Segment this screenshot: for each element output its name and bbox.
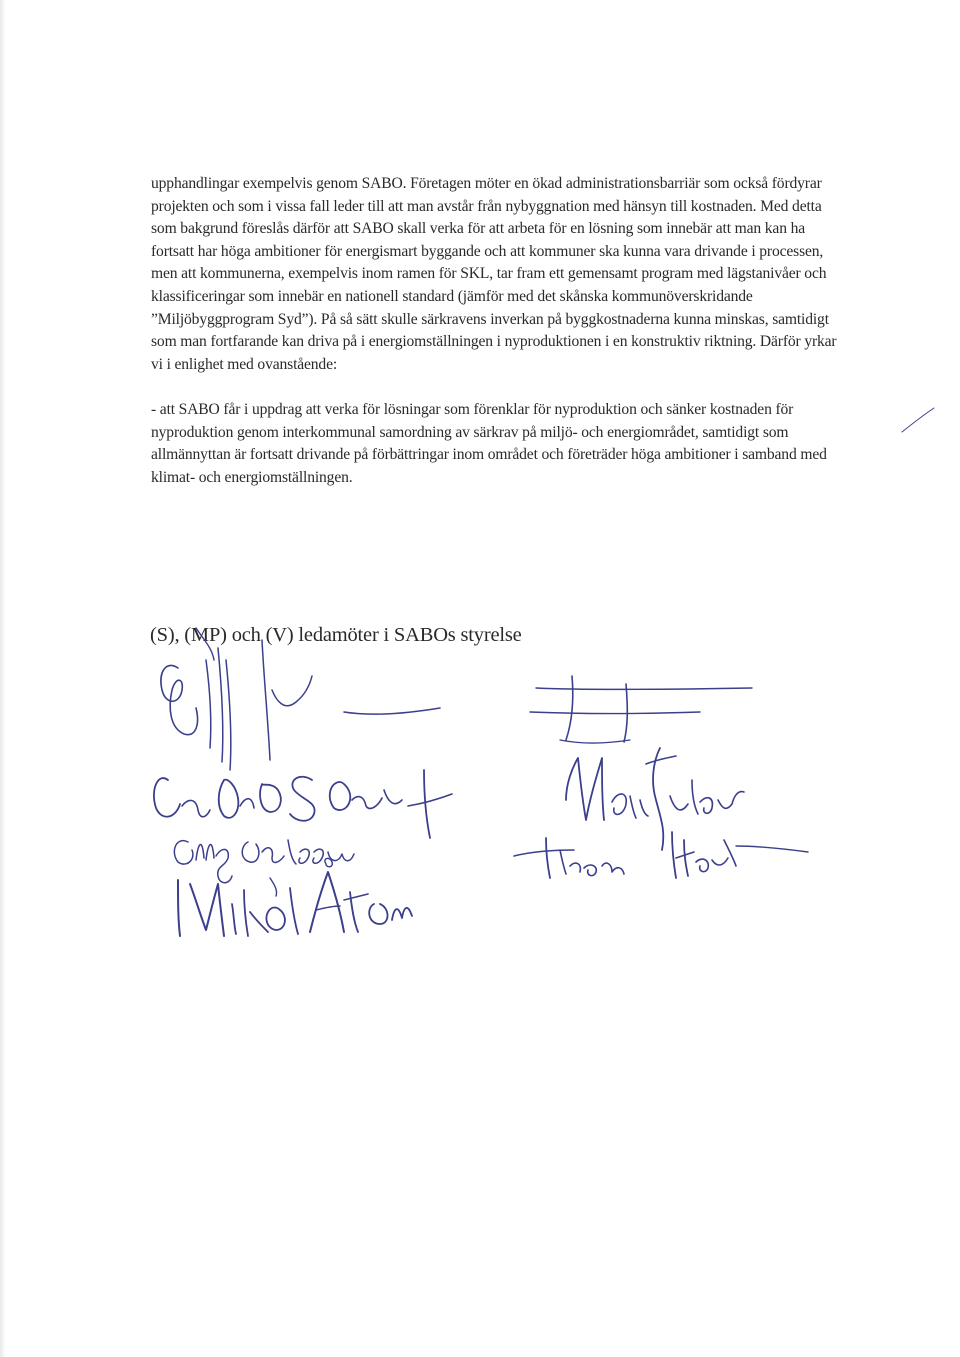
signature-lundin [566, 748, 744, 850]
signatory-line: (S), (MP) och (V) ledamöter i SABOs styrelse [150, 624, 522, 646]
scan-edge-shadow [0, 0, 6, 1357]
signature-hart [514, 832, 808, 878]
signature-gill [161, 628, 440, 770]
signature-astrom [178, 858, 412, 936]
motion-body [151, 173, 841, 489]
signature-karlsson [174, 840, 354, 896]
paragraph-background: upphandlingar exempelvis genom SABO. Företagen möter en ökad administrationsbarriär som också fördyrar projekten och som i vissa fall leder till att man avstår från nybyggnation med hänsyn till kostnaden. Med detta som bakgrund föreslås därför att SABO skall verka för att arbeta för en lösning som innebär att man kan ha fortsatt har höga ambitioner för energismart byggande och att kommuner ska kunna vara drivande i processen, men att kommunerna, exempelvis inom ramen för SKL, tar fram ett gemensamt program med lägstanivåer och klassificeringar som innebär en nationell standard (jämför med det skånska kommunöverskridande ”Miljöbyggprogram Syd”). På så sätt skulle särkravens inverkan på byggkostnaderna kunna minskas, samtidigt som man fortfarande kan driva på i energiomställningen i nyproduktionen i en konstruktiv riktning. Därför yrkar vi i enlighet med ovanstående: [151, 175, 837, 373]
signature-stenback [154, 770, 452, 838]
margin-pen-mark [902, 408, 934, 432]
signature-crossmark [530, 676, 752, 743]
paragraph-proposal: - att SABO får i uppdrag att verka för lösningar som förenklar för nyproduktion och sänker kostnaden för nyproduktion genom interkommunal samordning av särkrav på miljö- och energiområdet, samtidigt som allmännyttan är fortsatt drivande på förbättringar inom området och företräder höga ambitioner i samband med klimat- och energiomställningen. [151, 400, 827, 486]
